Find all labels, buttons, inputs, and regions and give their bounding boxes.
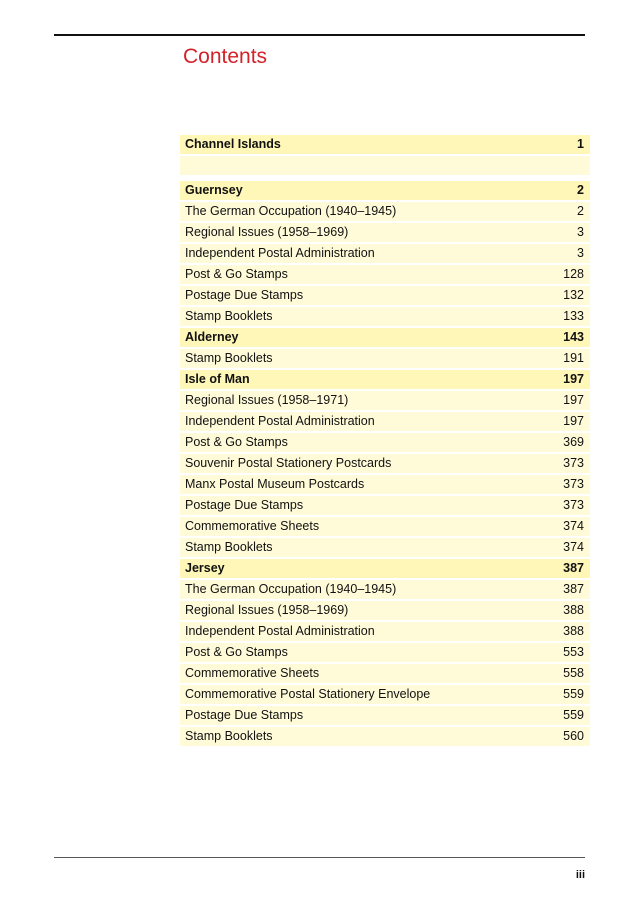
toc-page-number: 387 [563,561,584,575]
toc-label: Jersey [185,561,225,575]
toc-page-number: 369 [563,435,584,449]
toc-label: Stamp Booklets [185,729,273,743]
toc-page-number: 3 [577,246,584,260]
toc-page-number: 2 [577,204,584,218]
toc-label: Post & Go Stamps [185,645,288,659]
toc-page-number: 2 [577,183,584,197]
toc-entry-row[interactable] [180,475,590,494]
page-number: iii [575,869,585,881]
toc-label: Regional Issues (1958–1971) [185,393,349,407]
toc-label: Stamp Booklets [185,351,273,365]
toc-label: Regional Issues (1958–1969) [185,225,349,239]
toc-section-row[interactable] [180,181,590,200]
toc-entry-row[interactable] [180,685,590,704]
toc-label: Post & Go Stamps [185,435,288,449]
toc-page-number: 388 [563,603,584,617]
toc-entry-row[interactable] [180,349,590,368]
toc-entry-row[interactable] [180,601,590,620]
toc-label: Independent Postal Administration [185,246,375,260]
page-title: Contents [183,45,268,68]
toc-entry-row[interactable] [180,286,590,305]
toc-page-number: 197 [563,393,584,407]
toc-page-number: 374 [563,519,584,533]
toc-entry-row[interactable] [180,643,590,662]
toc-entry-row[interactable] [180,202,590,221]
toc-entry-row[interactable] [180,706,590,725]
toc-page-number: 374 [563,540,584,554]
toc-page-number: 197 [563,372,584,386]
toc-page-number: 128 [563,267,584,281]
toc-label: Commemorative Postal Stationery Envelope [185,687,431,701]
toc-entry-row[interactable] [180,727,590,746]
toc-page-number: 373 [563,477,584,491]
bottom-rule [54,857,585,858]
toc-label: Alderney [185,330,239,344]
toc-page-number: 1 [577,137,584,151]
toc-page-number: 143 [563,330,584,344]
toc-page-number: 197 [563,414,584,428]
toc-gap [180,177,590,179]
toc-label: Commemorative Sheets [185,666,320,680]
toc-page-number: 373 [563,498,584,512]
toc-section-row[interactable] [180,135,590,154]
toc-entry-row[interactable] [180,265,590,284]
toc-section-row[interactable] [180,370,590,389]
toc-label: Independent Postal Administration [185,624,375,638]
toc-label: The German Occupation (1940–1945) [185,582,397,596]
toc-entry-row[interactable] [180,412,590,431]
toc-page-number: 3 [577,225,584,239]
toc-entry-row[interactable] [180,307,590,326]
toc-label: Stamp Booklets [185,309,273,323]
toc-label: The German Occupation (1940–1945) [185,204,397,218]
toc-label: Guernsey [185,183,243,197]
toc-page-number: 133 [563,309,584,323]
toc-page-number: 387 [563,582,584,596]
toc-entry-row[interactable] [180,580,590,599]
toc-entry-row[interactable] [180,622,590,641]
toc-entry-row[interactable] [180,496,590,515]
toc-label: Postage Due Stamps [185,288,304,302]
toc-page-number: 388 [563,624,584,638]
toc-entry-row[interactable] [180,517,590,536]
toc-page-number: 553 [563,645,584,659]
toc-entry-row[interactable] [180,433,590,452]
toc-page-number: 559 [563,708,584,722]
toc-page-number: 191 [563,351,584,365]
toc-label: Channel Islands [185,137,281,151]
toc-page-number: 373 [563,456,584,470]
toc-page-number: 560 [563,729,584,743]
toc-label: Post & Go Stamps [185,267,288,281]
toc-label: Stamp Booklets [185,540,273,554]
toc-label: Souvenir Postal Stationery Postcards [185,456,392,470]
toc-label: Commemorative Sheets [185,519,320,533]
toc-entry-row[interactable] [180,223,590,242]
toc-page-number: 132 [563,288,584,302]
toc-label: Independent Postal Administration [185,414,375,428]
toc-entry-row[interactable] [180,664,590,683]
toc-entry-row[interactable] [180,538,590,557]
toc-section-row[interactable] [180,328,590,347]
toc-page-number: 559 [563,687,584,701]
toc-entry-row[interactable] [180,391,590,410]
toc-section-row[interactable] [180,559,590,578]
toc-label: Regional Issues (1958–1969) [185,603,349,617]
toc-label: Isle of Man [185,372,250,386]
table-of-contents [180,135,590,748]
toc-label: Postage Due Stamps [185,498,304,512]
toc-label: Postage Due Stamps [185,708,304,722]
toc-page-number: 558 [563,666,584,680]
toc-label: Manx Postal Museum Postcards [185,477,365,491]
toc-blank-row [180,156,590,175]
toc-entry-row[interactable] [180,454,590,473]
top-rule [54,34,585,36]
toc-entry-row[interactable] [180,244,590,263]
